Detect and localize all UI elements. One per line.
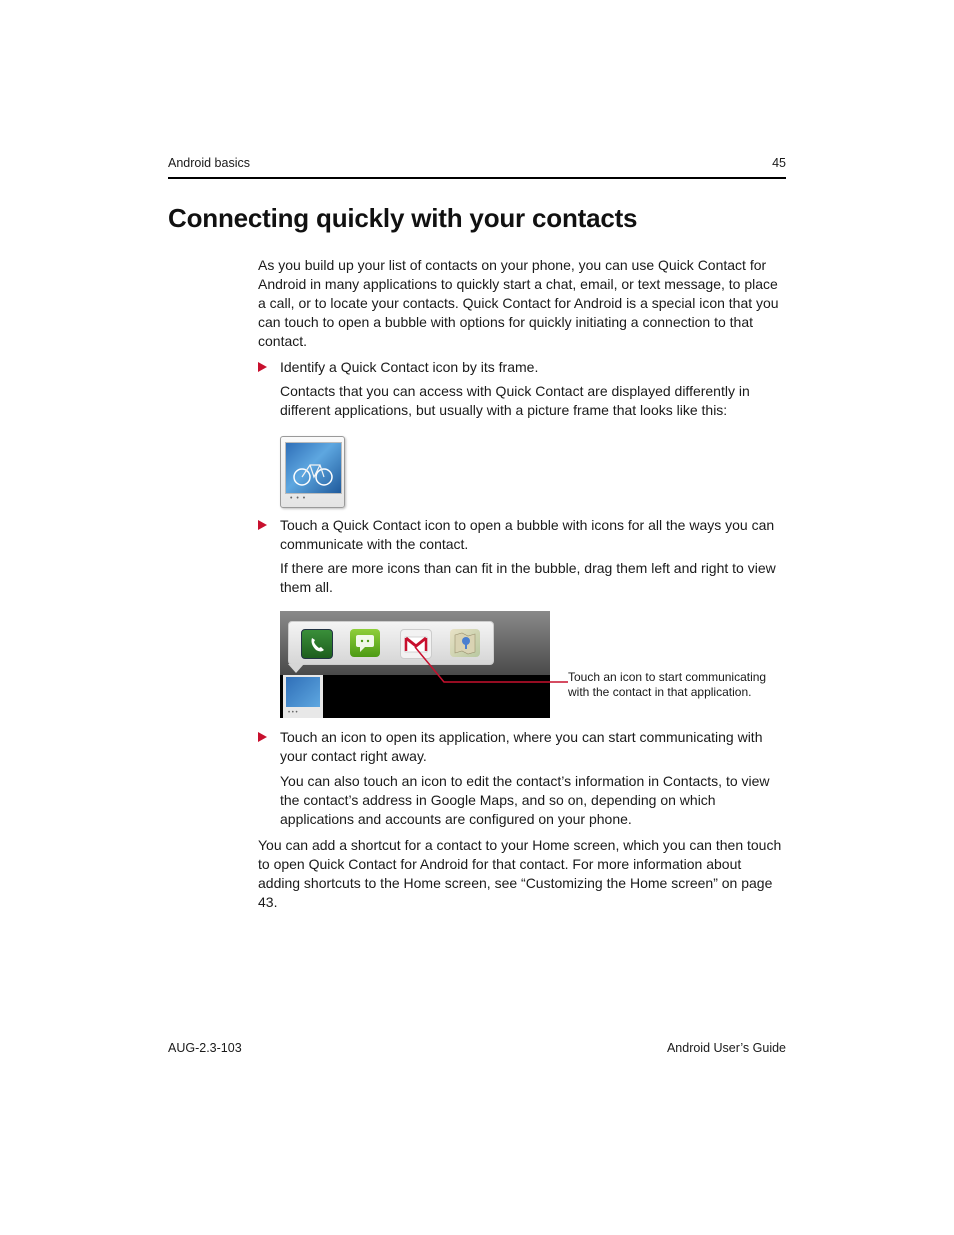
bullet-marker-icon <box>258 520 267 530</box>
contact-thumbnail[interactable] <box>283 675 323 718</box>
quick-contact-frame-image <box>280 436 345 508</box>
step-2-text: Touch a Quick Contact icon to open a bubble with icons for all the ways you can communicate with the contact. <box>280 517 775 552</box>
footer-doc-id: AUG-2.3-103 <box>168 1041 242 1055</box>
frame-dots-icon: • • • <box>290 495 307 502</box>
contact-thumbnail-photo <box>286 677 320 707</box>
gmail-icon[interactable] <box>400 629 432 659</box>
bullet-marker-icon <box>258 732 267 742</box>
quick-contact-bubble-screenshot <box>280 611 550 718</box>
intro-paragraph: As you build up your list of contacts on your phone, you can use Quick Contact for Android in many applications to quickly start a chat, email, or text message, to place a call, or to locate your contacts. Quick Contact for Android is a special icon that you can touch to open a bubble with options for quickly initiating a connection to that contact. <box>258 257 779 349</box>
step-2-detail: If there are more icons than can fit in the bubble, drag them left and right to view them all. <box>280 560 776 595</box>
thumbnail-dots-icon: • • • <box>288 710 298 716</box>
phone-icon[interactable] <box>301 629 333 659</box>
contact-photo <box>285 442 342 494</box>
header-page-number: 45 <box>772 156 786 170</box>
maps-icon[interactable] <box>450 629 480 657</box>
step-3-text: Touch an icon to open its application, where you can start communicating with your contact right away. <box>280 729 763 764</box>
messaging-icon[interactable] <box>350 629 380 657</box>
header-section: Android basics <box>168 156 250 170</box>
step-1-text: Identify a Quick Contact icon by its frame. <box>280 359 539 375</box>
step-3-detail: You can also touch an icon to edit the contact’s information in Contacts, to view the contact’s address in Google Maps, and so on, depending on which applications and accounts are configured on your phone. <box>280 773 770 827</box>
bubble-tail <box>288 664 304 673</box>
closing-paragraph: You can add a shortcut for a contact to your Home screen, which you can then touch to open Quick Contact for Android for that contact. For more information about adding shortcuts to the Home screen, see “Customizing the Home screen” on page 43. <box>258 837 782 910</box>
page-title: Connecting quickly with your contacts <box>168 203 638 233</box>
step-1-detail: Contacts that you can access with Quick Contact are displayed differently in different applications, but usually with a picture frame that looks like this: <box>280 383 750 418</box>
running-header <box>168 155 786 179</box>
callout-text: Touch an icon to start communicating with the contact in that application. <box>568 670 767 699</box>
bullet-marker-icon <box>258 362 267 372</box>
footer-guide-title: Android User’s Guide <box>666 1041 786 1055</box>
